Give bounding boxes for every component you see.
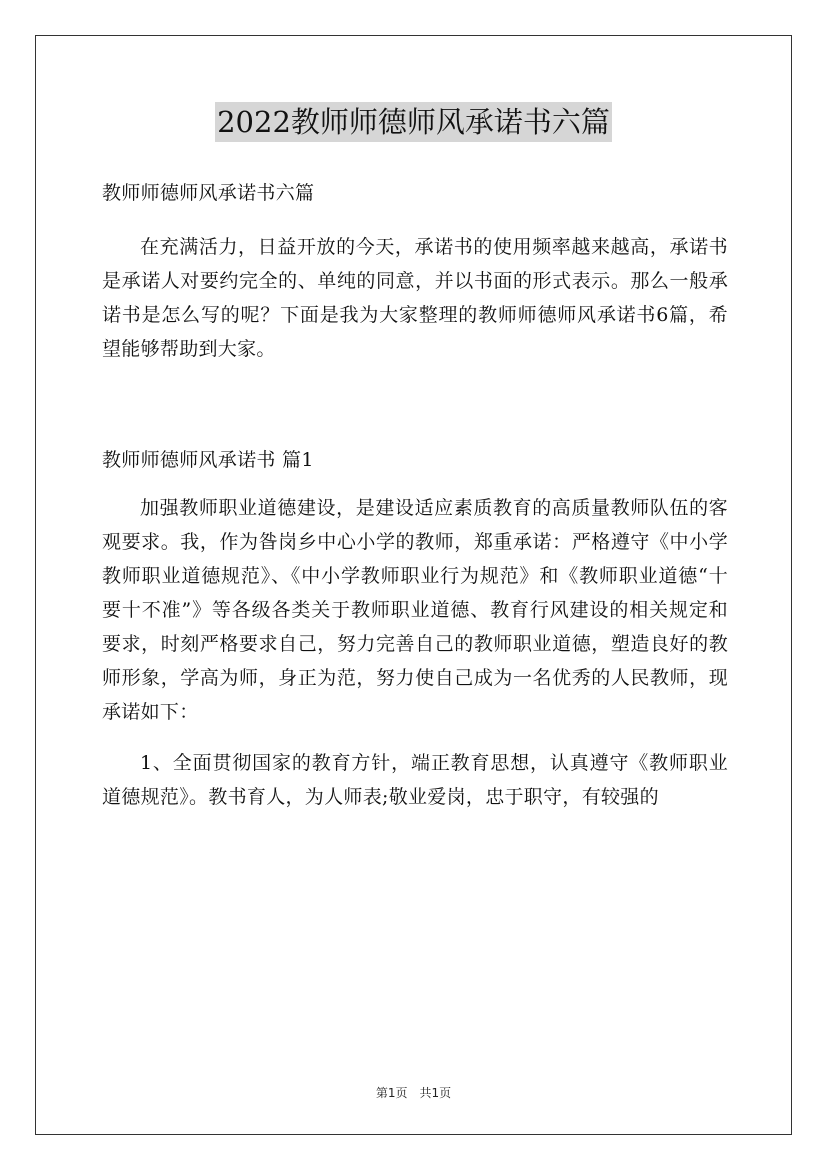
section-list-item: 1、全面贯彻国家的教育方针，端正教育思想，认真遵守《教师职业道德规范》。教书育人，为人师表;敬业爱岗，忠于职守，有较强的: [102, 752, 728, 808]
section-paragraph: 加强教师职业道德建设，是建设适应素质教育的高质量教师队伍的客观要求。我，作为昝岗乡中心小学的教师，郑重承诺：严格遵守《中小学教师职业道德规范》、《中小学教师职业行为规范》和《教师职业道德“十要十不准”》等各级各类关于教师职业道德、教育行风建设的相关规定和要求，时刻严格要求自己，努力完善自己的教师职业道德，塑造良好的教师形象，学高为师，身正为范，努力使自己成为一名优秀的人民教师，现承诺如下：: [102, 497, 728, 723]
section-spacer: [102, 366, 728, 443]
document-title: 2022教师师德师风承诺书六篇: [215, 102, 612, 142]
section-heading: 教师师德师风承诺书 篇1: [102, 449, 314, 471]
title-container: [0, 102, 827, 142]
page-footer: 第1页 共1页: [375, 1086, 452, 1100]
document-subtitle: 教师师德师风承诺书六篇: [102, 182, 315, 204]
document-body: [102, 176, 728, 814]
intro-paragraph: 在充满活力，日益开放的今天，承诺书的使用频率越来越高，承诺书是承诺人对要约完全的、单纯的同意，并以书面的形式表示。那么一般承诺书是怎么写的呢？下面是我为大家整理的教师师德师风承诺书6篇，希望能够帮助到大家。: [102, 236, 728, 360]
